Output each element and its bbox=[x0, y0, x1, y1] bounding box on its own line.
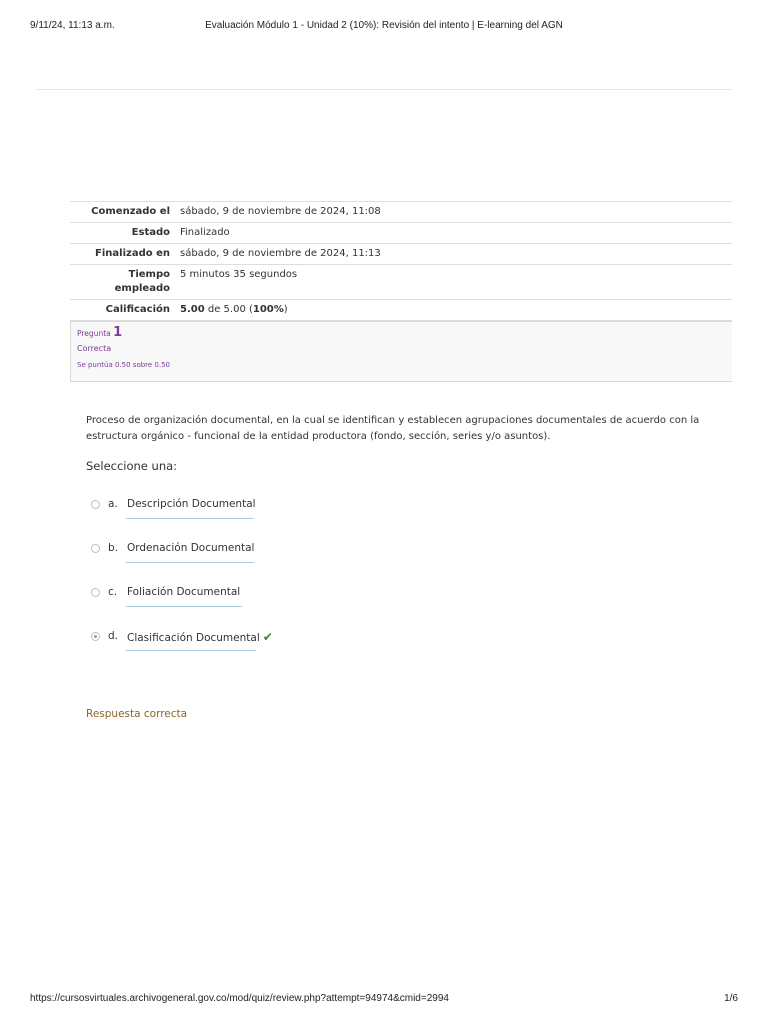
summary-row-time bbox=[70, 265, 732, 300]
grade-mid: de 5.00 ( bbox=[204, 304, 253, 315]
question-grade: Se puntúa 0.50 sobre 0.50 bbox=[77, 361, 171, 369]
question-info-box bbox=[70, 321, 732, 382]
radio-button[interactable] bbox=[91, 544, 100, 553]
check-icon: ✔ bbox=[262, 630, 273, 644]
answer-letter: d. bbox=[108, 630, 119, 642]
summary-label: Comenzado el bbox=[70, 202, 180, 223]
summary-row-grade bbox=[70, 300, 732, 321]
answer-option-b[interactable] bbox=[91, 542, 341, 570]
summary-row-state bbox=[70, 223, 732, 244]
print-footer bbox=[0, 993, 768, 1007]
print-url: https://cursosvirtuales.archivogeneral.gov.co/mod/quiz/review.php?attempt=94974&cmid=2994 bbox=[30, 993, 449, 1004]
summary-label: Calificación bbox=[70, 300, 180, 321]
question-label: Pregunta bbox=[77, 329, 111, 338]
summary-value: 5 minutos 35 segundos bbox=[180, 265, 732, 300]
answer-underline bbox=[126, 562, 254, 563]
print-header bbox=[0, 20, 768, 34]
answer-option-d[interactable] bbox=[91, 630, 341, 658]
summary-label-line-2: empleado bbox=[114, 283, 170, 294]
attempt-summary-table bbox=[70, 201, 732, 321]
question-text: Proceso de organización documental, en la cual se identifican y establecen agrupaciones documentales de acuerdo con la estructura orgánico - funcional de la entidad productora (fondo, sección, series y/o asuntos). bbox=[86, 415, 700, 442]
answer-underline bbox=[126, 650, 256, 651]
summary-label bbox=[70, 265, 180, 300]
grade-end: ) bbox=[283, 304, 288, 315]
summary-value: sábado, 9 de noviembre de 2024, 11:13 bbox=[180, 244, 732, 265]
print-title: Evaluación Módulo 1 - Unidad 2 (10%): Revisión del intento | E-learning del AGN bbox=[205, 20, 563, 31]
answer-text: Descripción Documental bbox=[127, 498, 256, 510]
answer-underline bbox=[126, 606, 242, 607]
print-datetime: 9/11/24, 11:13 a.m. bbox=[30, 20, 115, 31]
grade-percent: 100% bbox=[252, 304, 284, 315]
answer-letter: a. bbox=[108, 498, 118, 510]
print-page-count: 1/6 bbox=[724, 993, 738, 1004]
summary-value: sábado, 9 de noviembre de 2024, 11:08 bbox=[180, 202, 732, 223]
answer-text: Ordenación Documental bbox=[127, 542, 255, 554]
radio-button-selected[interactable] bbox=[91, 632, 100, 641]
summary-label-line-1: Tiempo bbox=[128, 269, 170, 280]
answer-text: Clasificación Documental bbox=[127, 632, 260, 644]
summary-row-started bbox=[70, 202, 732, 223]
radio-button[interactable] bbox=[91, 588, 100, 597]
answer-text-wrap bbox=[127, 630, 273, 644]
answer-letter: c. bbox=[108, 586, 118, 598]
question-number-value: 1 bbox=[113, 325, 123, 340]
answer-text: Foliación Documental bbox=[127, 586, 241, 598]
summary-label: Estado bbox=[70, 223, 180, 244]
radio-button[interactable] bbox=[91, 500, 100, 509]
question-state: Correcta bbox=[77, 344, 112, 353]
answer-underline bbox=[126, 518, 254, 519]
answer-option-a[interactable] bbox=[91, 498, 341, 526]
summary-row-finished bbox=[70, 244, 732, 265]
answer-prompt: Seleccione una: bbox=[86, 459, 178, 473]
feedback-text: Respuesta correcta bbox=[86, 708, 188, 720]
summary-label: Finalizado en bbox=[70, 244, 180, 265]
grade-score: 5.00 bbox=[180, 304, 205, 315]
summary-value bbox=[180, 300, 732, 321]
summary-value: Finalizado bbox=[180, 223, 732, 244]
answer-letter: b. bbox=[108, 542, 119, 554]
header-divider bbox=[36, 89, 732, 90]
answer-option-c[interactable] bbox=[91, 586, 341, 614]
question-number bbox=[77, 326, 726, 342]
